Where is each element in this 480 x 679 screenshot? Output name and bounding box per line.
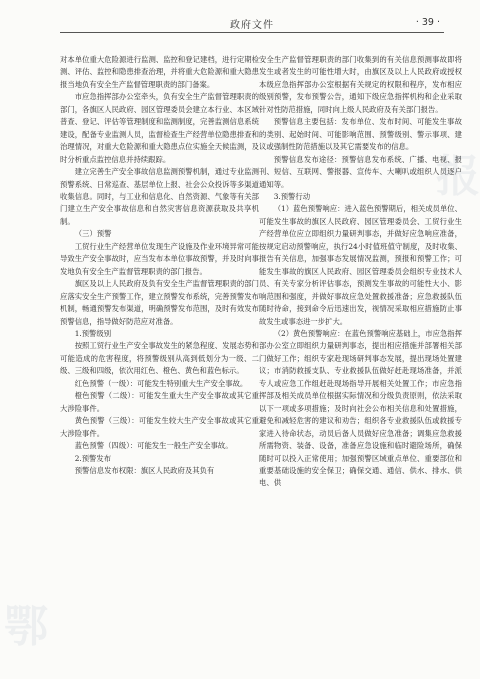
paragraph: 工贸行业生产经营单位发现生产设施及作业环境异常可能导致生产安全事故时，应当发布本单位事故预警，并及时向事发地负有安全生产监督管理职责的部门报告。 xyxy=(60,241,259,276)
paragraph: 建立完善生产安全事故信息监测预警机制，通过专业监测预警系统、日常巡查、基层单位上报、社会公众投诉等多渠道收集信息。同时，与工业和信息化、自然资源、气象等有关部门建立生产安全事故信息和自然灾害信息资源获取及共享机制。 xyxy=(60,167,259,226)
paragraph: 旗区及以上人民政府及负有安全生产监督管理职责的部门应落实安全生产预警工作，建立预警发布系统，完善预警发布机制，畅通预警发布渠道，明确预警发布范围，及时有效发布预警信息，指导做好防范应对准备。 xyxy=(60,279,259,326)
paragraph: （2）黄色预警响应：在蓝色预警响应基础上，市应急指挥部办公室立即组织力量研判事态，提出相应措施并部署相关部门做好工作；组织专家赴现场研判事态发展，提出现场处置建议；市消防救援支队、专业救援队伍做好赶赴现场准备，并派专人或应急工作组赶赴现场指导开展相关处置工作；市应急指挥部及相关成员单位根据实际情况和分级负责原则，依法采取以下一项或多项措施；及时向社会公布相关信息和处置措施，避免和减轻危害的建议和劝告；组织各专业救援队伍或救援专家进入待命状态，动员后备人员做好应急准备；调集应急救援所需物资、装备、设备，准备应急设施和临时避险场所，确保随时可以投入正常使用；加强预警区域重点单位、重要部位和重要基础设施的安全保卫；确保交通、通信、供水、排水、供电、供 xyxy=(259,328,462,488)
left-column xyxy=(60,54,259,477)
header-title: 政府文件 xyxy=(230,20,274,31)
section-heading: 2.预警发布 xyxy=(74,453,112,463)
section-heading: （三）预警 xyxy=(74,229,112,239)
paragraph: 预警信息发布途径：预警信息发布系统、广播、电视、报刊、短信、互联网、警报器、宣传车、大喇叭或组织人员逐户通知等。 xyxy=(259,154,462,189)
paragraph: 对本单位重大危险源进行监测、监控和登记建档，进行定期检测、评估、监控和隐患排查治理，并将重大危险源和重大隐患报当地负有安全生产监督管理职责的部门备案。 xyxy=(60,55,259,89)
paragraph: 安全生产监督管理职责的部门收集到的有关信息预测事故即将发生或者发生的可能性增大时，由旗区及以上人民政府或授权本级应急指挥部办公室根据有关规定的权限和程序，发布相应级别预警，发布预警公告，通知下级应急指挥机构和企业采取针对性防范措施，同时向上级人民政府及有关部门报告。 xyxy=(259,55,462,114)
paragraph: 蓝色预警（四级）：可能发生一般生产安全事故。 xyxy=(74,441,233,451)
paragraph: 按照工贸行业生产安全事故发生的紧急程度、发展态势和可能造成的危害程度，将预警级别从高到低划分为一级、二级、三级和四级，依次用红色、橙色、黄色和蓝色标示。 xyxy=(60,341,259,376)
page-number: · 39 · xyxy=(415,17,440,28)
paragraph: 红色预警（一级）：可能发生特别重大生产安全事故。 xyxy=(74,378,248,388)
section-heading: 1.预警级别 xyxy=(74,328,112,338)
watermark-right: 报 xyxy=(436,151,480,202)
paragraph: 橙色预警（二级）：可能发生重大生产安全事故或其它重大涉险事件。 xyxy=(60,391,259,413)
paragraph: 黄色预警（三级）：可能发生较大生产安全事故或其它重大涉险事件。 xyxy=(60,416,259,438)
paragraph: 市应急指挥部办公室牵头，负有安全生产监督管理职责的部门，各旗区人民政府、园区管理委员会建立本行业、本区域普查、登记、评估等管理制度和监测制度，完善监测信息系统建设，配备专业监测人员，监督检查生产经营单位隐患排查和治理情况，对重大危险源和重大隐患点位实施全天候监测，及时分析重点监控信息并持续跟踪。 xyxy=(60,92,259,164)
watermark-left: 鄂 xyxy=(4,601,48,652)
paragraph: 预警信息发布权限：旗区人民政府及其负有 xyxy=(74,465,215,475)
section-heading: 3.预警行动 xyxy=(273,191,311,201)
page-header xyxy=(60,16,444,33)
paragraph: （1）蓝色预警响应：进入蓝色预警期后，相关成员单位、可能发生事故的旗区人民政府、园区管理委员会、工贸行业生产经营单位应立即组织力量研判事态，并做好应急响应准备，按规定启动预警响应，执行24小时值班值守制度，及时收集、报告有关信息，加强事态发展情况监测，预报和预警工作；可能发生事故的旗区人民政府、园区管理委员会组织专业技术人员、有关专家分析评估事态，预测发生事故的可能性大小、影响范围和强度，并做好事故应急处置救援准备；应急救援队伍随时待命，接到命令后迅速出发，视情况采取相应措施防止事故发生或事态进一步扩大。 xyxy=(259,204,462,326)
paragraph: 预警信息主要包括：发布单位、发布时间、可能发生事故的类别、起始时间、可能影响范围、预警级别、警示事项、建议或强制性防范措施以及其它需要发布的信息。 xyxy=(259,117,462,152)
right-column xyxy=(259,54,462,490)
